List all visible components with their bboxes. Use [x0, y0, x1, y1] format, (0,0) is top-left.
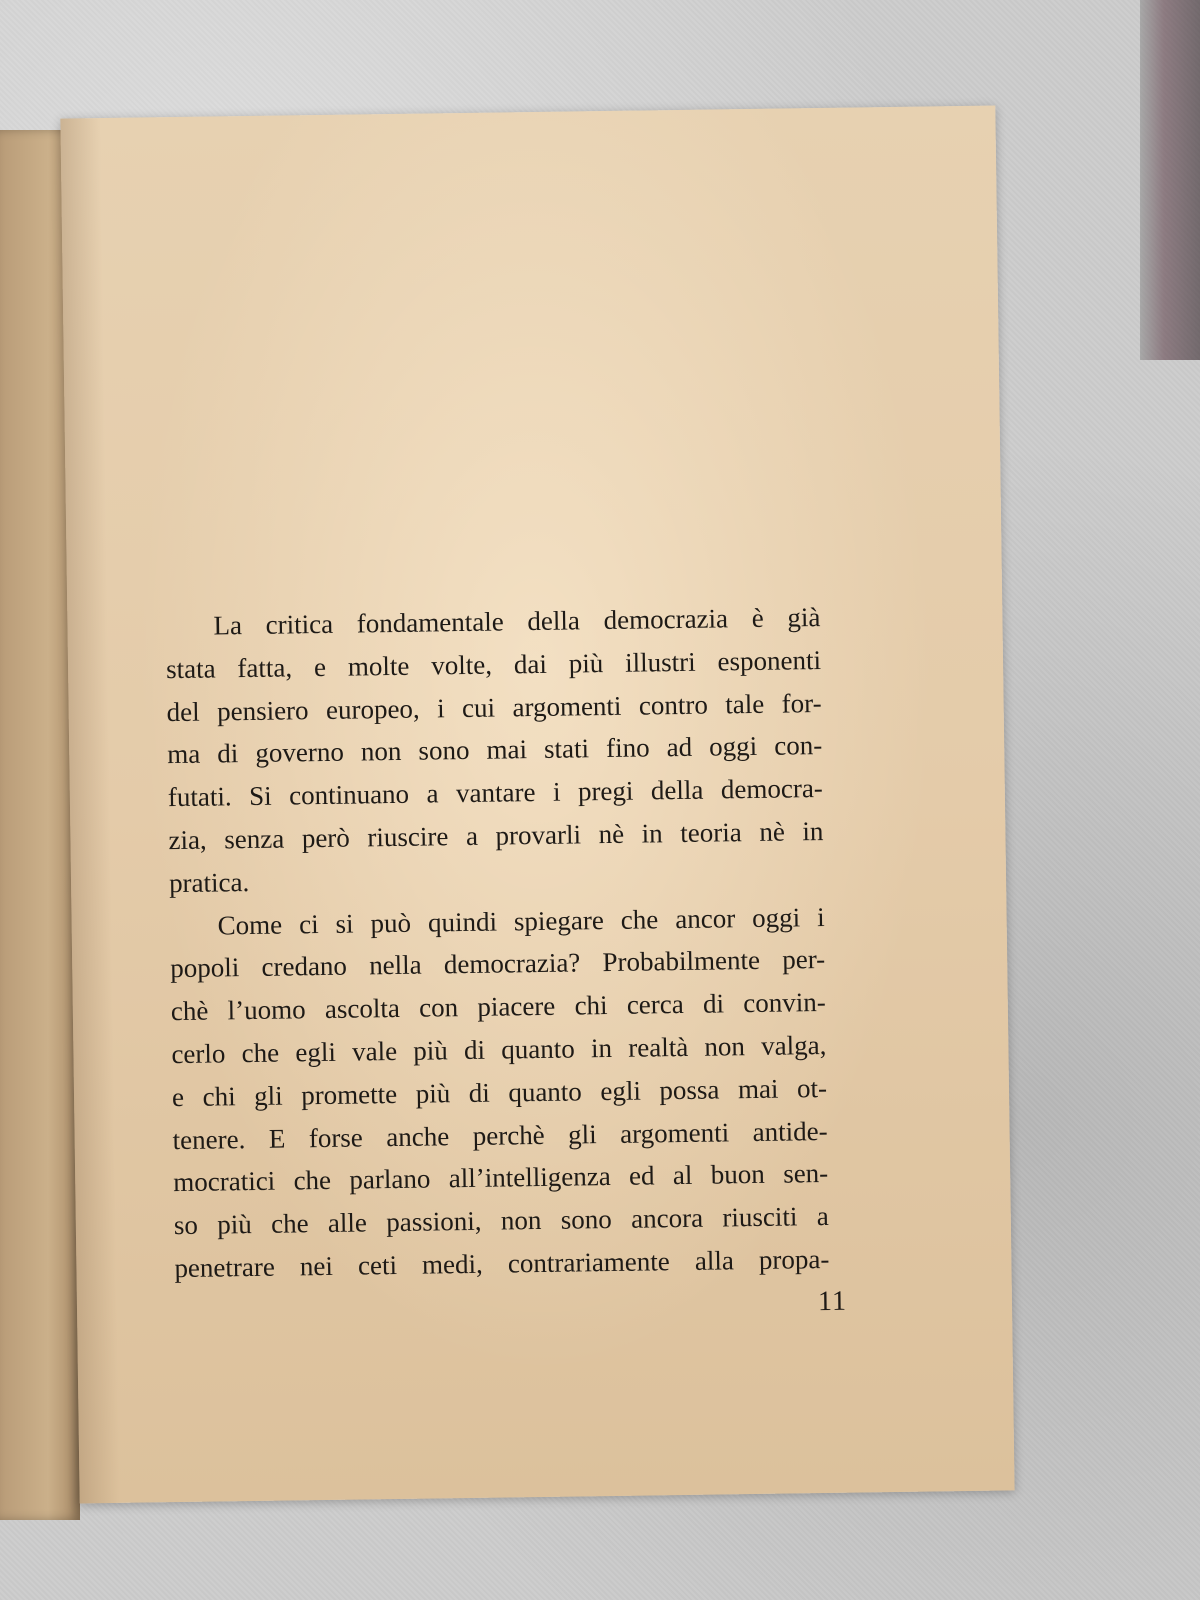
text-line: popoli credano nella democrazia? Probabilmente per- [170, 944, 826, 984]
text-line: stata fatta, e molte volte, dai più illustri esponenti [165, 644, 822, 684]
paragraph-1 [165, 596, 824, 905]
body-text [165, 596, 829, 1290]
text-line: futati. Si continuano a vantare i pregi della democra- [167, 773, 824, 813]
text-line: Come ci si può quindi spiegare che ancor oggi i [217, 901, 825, 941]
text-line: pratica. [168, 866, 250, 898]
text-line: e chi gli promette più di quanto egli possa mai ot- [171, 1072, 828, 1112]
text-line: La critica fondamentale della democrazia è già [213, 602, 821, 641]
paragraph-2 [169, 896, 829, 1290]
text-line: penetrare nei ceti medi, contrariamente alla propa- [174, 1243, 830, 1284]
page-number: 11 [817, 1285, 848, 1318]
book-page [60, 106, 1014, 1504]
text-line: zia, senza però riuscire a provarli nè in teoria nè in [168, 815, 824, 856]
text-line: so più che alle passioni, non sono ancora riusciti a [173, 1201, 829, 1241]
corner-object [1140, 0, 1200, 360]
text-line: mocratici che parlano all’intelligenza ed al buon sen- [173, 1158, 829, 1198]
text-line: ma di governo non sono mai stati fino ad oggi con- [167, 730, 823, 770]
text-line: del pensiero europeo, i cui argomenti contro tale for- [166, 687, 822, 727]
text-line: cerlo che egli vale più di quanto in realtà non valga, [171, 1029, 827, 1070]
text-line: tenere. E forse anche perchè gli argomenti antide- [172, 1115, 828, 1155]
text-line: chè l’uomo ascolta con piacere chi cerca di convin- [170, 987, 826, 1027]
